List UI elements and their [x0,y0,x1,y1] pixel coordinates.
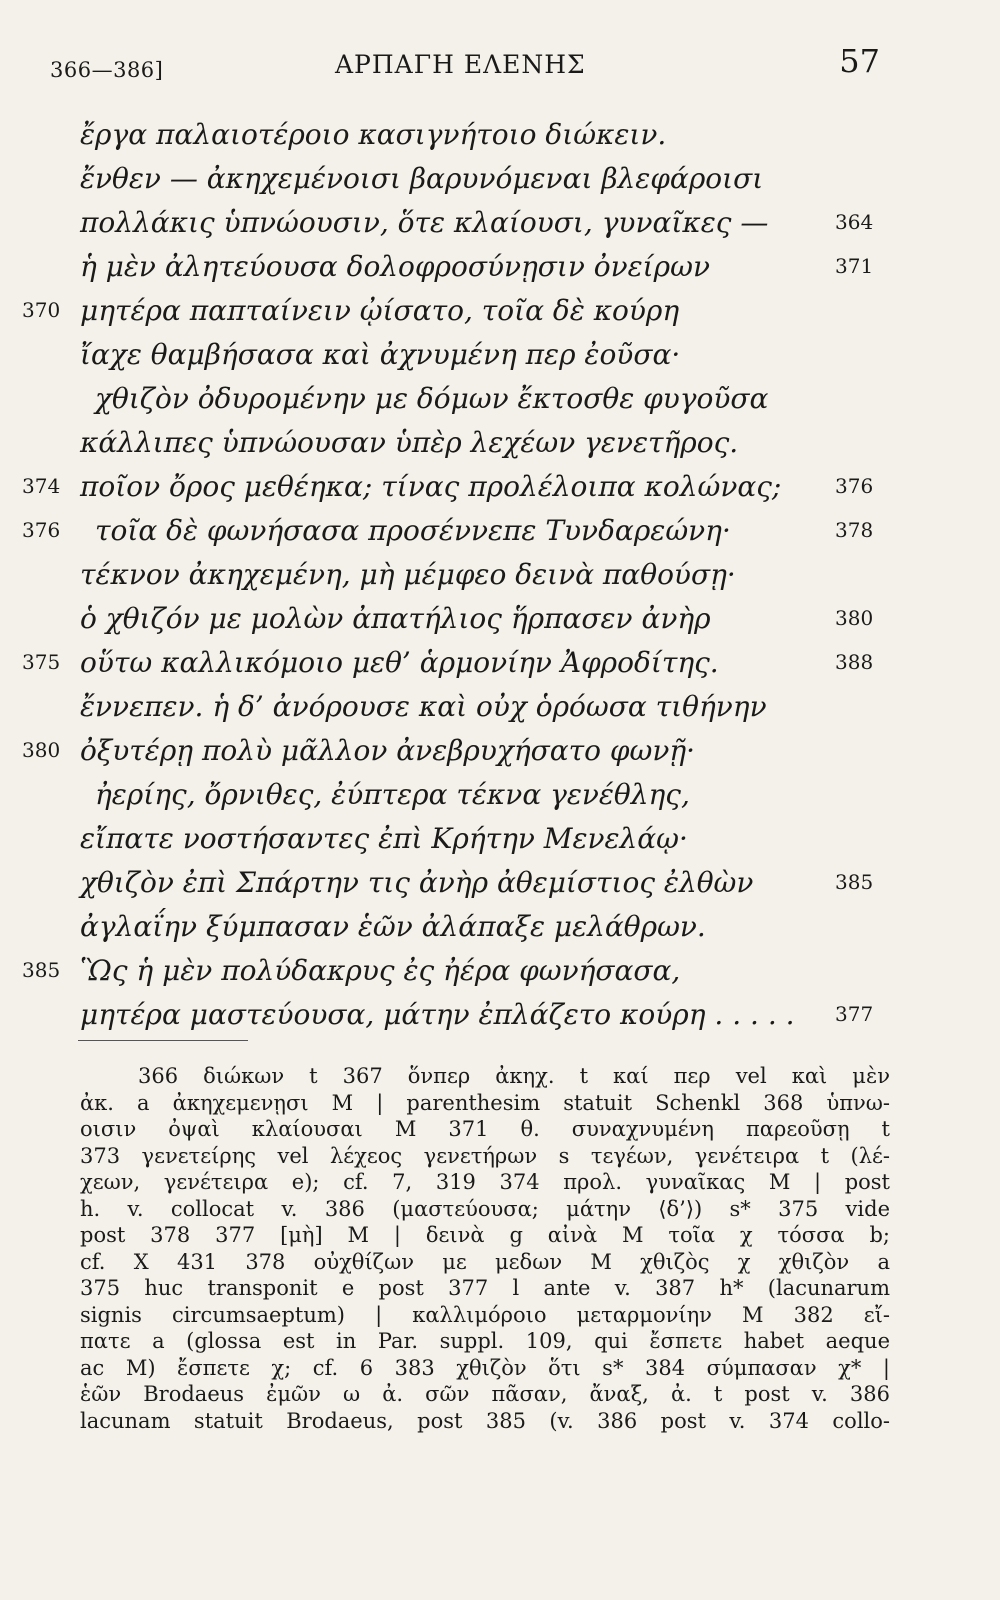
verse-number: 376 [22,518,61,542]
verse-line [0,602,1000,642]
apparatus-line: 373 γενετείρης vel λέχεος γενετήρων s τεγέων, γενέτειρα t (λέ- [80,1143,890,1168]
verse-text: ἔννεπεν. ἡ δ’ ἀνόρουσε καὶ οὐχ ὁρόωσα τιθήνην [80,690,767,723]
verse-text: χθιζὸν ὀδυρομένην με δόμων ἔκτοσθε φυγοῦσα [95,382,769,415]
verse-line [0,910,1000,950]
verse-line [0,338,1000,378]
verse-line [0,646,1000,686]
verse-line [0,954,1000,994]
page-number: 57 [839,42,880,80]
apparatus-line: 375 huc transponit e post 377 l ante v. 387 h* (lacunarum [80,1276,890,1300]
apparatus-line: ac M) ἔσπετε χ; cf. 6 383 χθιζὸν ὅτι s* 384 σύμπασαν χ* | [80,1355,890,1380]
apparatus-line: 366 διώκων t 367 ὅνπερ ἀκηχ. t καί περ vel καὶ μὲν [138,1064,890,1088]
verse-text: τέκνον ἀκηχεμένη, μὴ μέμφεο δεινὰ παθούσῃ· [80,558,736,591]
verse-text: εἴπατε νοστήσαντες ἐπὶ Κρήτην Μενελάῳ· [80,822,688,855]
footnote-rule [78,1040,248,1041]
verse-text: μητέρα παπταίνειν ᾠίσατο, τοῖα δὲ κούρη [80,294,680,327]
parallel-line-number: 385 [835,870,874,894]
verse-line [0,294,1000,334]
verse-text: ποῖον ὄρος μεθέηκα; τίνας προλέλοιπα κολώνας; [80,470,782,503]
verse-text: τοῖα δὲ φωνήσασα προσέννεπε Τυνδαρεώνη· [95,514,731,547]
apparatus-line: cf. X 431 378 οὐχθίζων με μεδων M χθιζὸς χ χθιζὸν a [80,1249,890,1274]
verse-line [0,206,1000,246]
verse-text: ἠερίης, ὄρνιθες, ἐύπτερα τέκνα γενέθλης, [95,778,690,811]
apparatus-line: ἀκ. a ἀκηχεμενῃσι M | parenthesim statuit Schenkl 368 ὑπνω- [80,1090,890,1115]
running-title: ΑΡΠΑΓΗ ΕΛΕΝΗΣ [335,50,586,79]
apparatus-line: πατε a (glossa est in Par. suppl. 109, qui ἔσπετε habet aeque [80,1329,890,1353]
parallel-line-number: 364 [835,210,874,234]
running-head [50,40,880,80]
verse-text: χθιζὸν ἐπὶ Σπάρτην τις ἀνὴρ ἀθεμίστιος ἐλθὼν [80,866,754,899]
verse-number: 375 [22,650,61,674]
verse-line [0,690,1000,730]
verse-text: ἴαχε θαμβήσασα καὶ ἀχνυμένη περ ἐοῦσα· [80,338,681,371]
verse-line [0,118,1000,158]
verse-text: ἡ μὲν ἀλητεύουσα δολοφροσύνῃσιν ὀνείρων [80,250,710,283]
verse-line [0,778,1000,818]
verse-line [0,514,1000,554]
verse-text: κάλλιπες ὑπνώουσαν ὑπὲρ λεχέων γενετῆρος. [80,426,739,459]
parallel-line-number: 371 [835,254,874,278]
verse-number: 370 [22,298,61,322]
verse-text: ἀγλαΐην ξύμπασαν ἑῶν ἀλάπαξε μελάθρων. [80,910,706,943]
verse-line [0,250,1000,290]
apparatus-line: h. v. collocat v. 386 (μαστεύουσα; μάτην ⟨δ’⟩) s* 375 vide [80,1196,890,1221]
verse-text: ὁ χθιζόν με μολὼν ἀπατήλιος ἥρπασεν ἀνὴρ [80,602,711,635]
verse-line [0,162,1000,202]
parallel-line-number: 376 [835,474,874,498]
parallel-line-number: 388 [835,650,874,674]
verse-line [0,382,1000,422]
verse-line [0,822,1000,862]
verse-text: ὀξυτέρῃ πολὺ μᾶλλον ἀνεβρυχήσατο φωνῇ· [80,734,696,767]
verse-text: πολλάκις ὑπνώουσιν, ὅτε κλαίουσι, γυναῖκες — [80,206,769,239]
line-range: 366—386] [50,58,164,82]
verse-line [0,734,1000,774]
verse-text: Ὣς ἡ μὲν πολύδακρυς ἐς ἠέρα φωνήσασα, [80,954,681,987]
verse-text: ἔνθεν — ἀκηχεμένοισι βαρυνόμεναι βλεφάροισι [80,162,764,195]
verse-line [0,470,1000,510]
parallel-line-number: 380 [835,606,874,630]
apparatus-line: ἑῶν Brodaeus ἐμῶν ω ἀ. σῶν πᾶσαν, ἄναξ, ἀ. t post v. 386 [80,1382,890,1406]
verse-line [0,866,1000,906]
critical-apparatus [80,1063,890,1434]
apparatus-line: signis circumsaeptum) | καλλιμόροιο μεταρμονίην M 382 εἴ- [80,1302,890,1327]
verse-text: οὕτω καλλικόμοιο μεθ’ ἁρμονίην Ἀφροδίτης. [80,646,719,679]
apparatus-line: lacunam statuit Brodaeus, post 385 (v. 386 post v. 374 collo- [80,1408,890,1433]
parallel-line-number: 378 [835,518,874,542]
verse-line [0,998,1000,1038]
verse-number: 374 [22,474,61,498]
verse-number: 385 [22,958,61,982]
verse-text: ἔργα παλαιοτέροιο κασιγνήτοιο διώκειν. [80,118,667,151]
verse-line [0,558,1000,598]
apparatus-line: οισιν ὀψαὶ κλαίουσαι M 371 θ. συναχνυμένη παρεοῦσῃ t [80,1117,890,1141]
apparatus-line: χεων, γενέτειρα e); cf. 7, 319 374 προλ. γυναῖκας M | post [80,1170,890,1194]
verse-text: μητέρα μαστεύουσα, μάτην ἐπλάζετο κούρη . . . . . [80,998,795,1031]
parallel-line-number: 377 [835,1002,874,1026]
verse-line [0,426,1000,466]
verse-number: 380 [22,738,61,762]
apparatus-line: post 378 377 [μὴ] M | δεινὰ g αἰνὰ M τοῖα χ τόσσα b; [80,1223,890,1247]
